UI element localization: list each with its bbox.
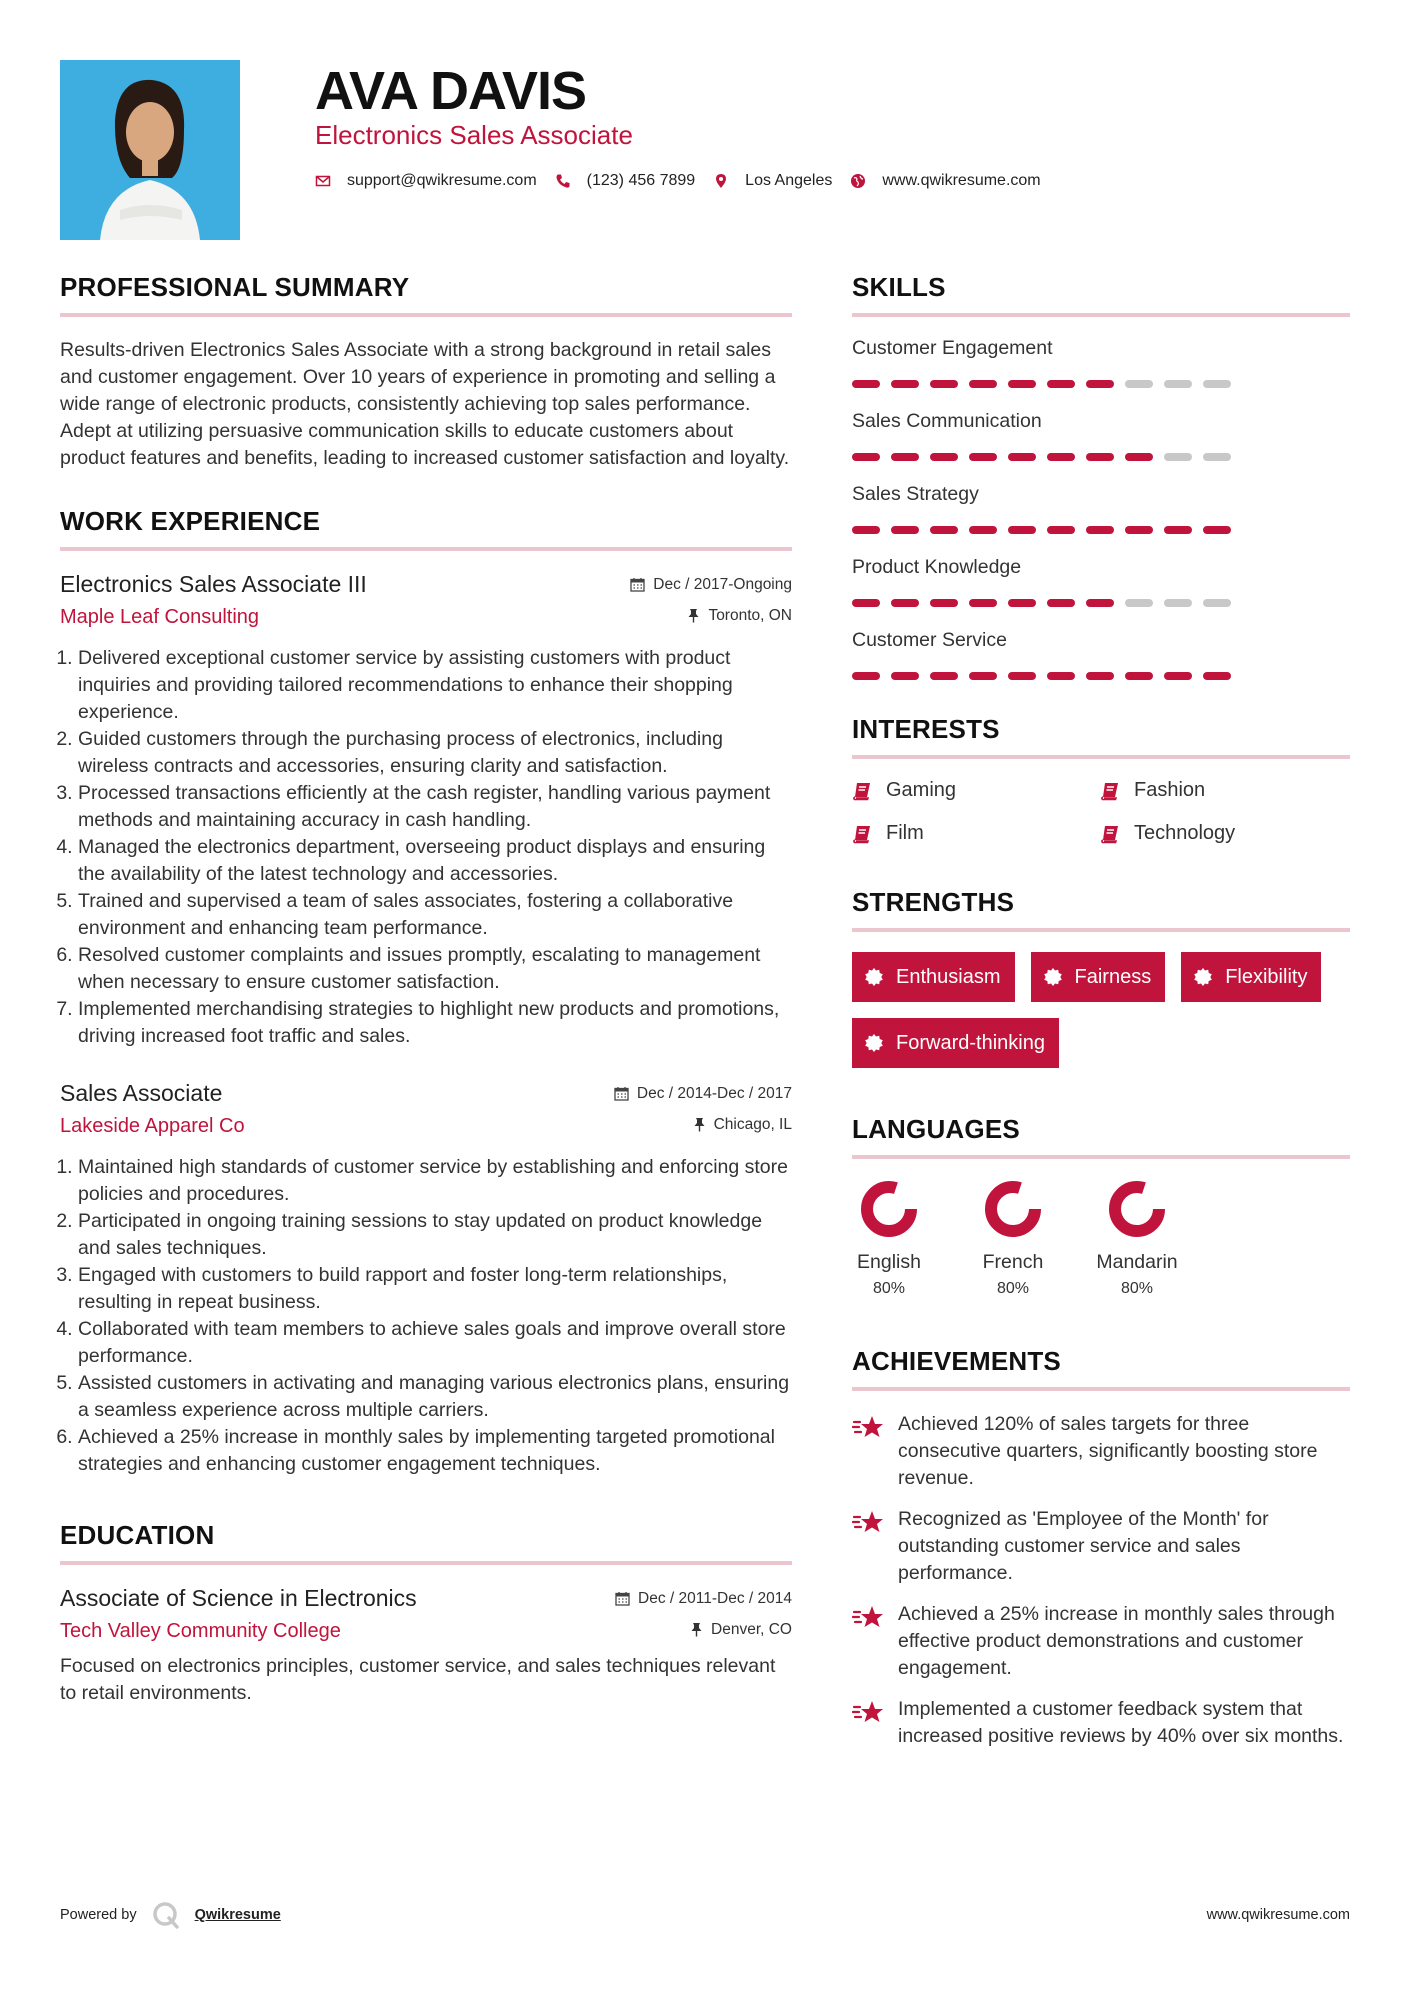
education-date-text: Dec / 2011-Dec / 2014 — [638, 1589, 792, 1607]
interest-label: Film — [886, 822, 924, 844]
skill-dot-filled — [1203, 672, 1231, 680]
interest-item — [1100, 822, 1348, 845]
strength-label: Forward-thinking — [896, 1031, 1045, 1054]
skill-dot-filled — [1125, 672, 1153, 680]
skill-dot-filled — [930, 453, 958, 461]
skill-dot-filled — [1047, 526, 1075, 534]
skill-dot-filled — [1086, 672, 1114, 680]
powered-by-text: Powered by — [60, 1907, 137, 1923]
globe-icon — [850, 173, 866, 189]
skill-item — [852, 410, 1350, 461]
skill-dot-filled — [1164, 672, 1192, 680]
strength-label: Flexibility — [1225, 965, 1308, 988]
list-item: 1. Maintained high standards of customer service by establishing and enforcing store policies and procedures. — [78, 1154, 792, 1208]
skill-level-bar — [852, 526, 1350, 534]
pushpin-icon — [693, 1117, 706, 1132]
contact-website[interactable] — [850, 172, 1040, 190]
skill-level-bar — [852, 380, 1350, 388]
section-divider — [852, 313, 1350, 317]
map-pin-icon — [713, 173, 729, 189]
skill-dot-filled — [969, 526, 997, 534]
section-divider — [852, 755, 1350, 759]
job-location — [693, 1116, 792, 1134]
strength-label: Fairness — [1074, 965, 1152, 988]
pushpin-icon — [687, 608, 700, 623]
strength-label: Enthusiasm — [896, 965, 1001, 988]
skill-dot-filled — [1086, 380, 1114, 388]
strength-badge — [1031, 952, 1166, 1002]
badge-icon — [1193, 967, 1213, 987]
interest-label: Technology — [1134, 822, 1236, 844]
skill-dot-filled — [930, 672, 958, 680]
skill-name: Sales Communication — [852, 410, 1042, 432]
language-name: French — [982, 1251, 1044, 1273]
education-description: Focused on electronics principles, customer service, and sales techniques relevant to retail environments. — [60, 1655, 776, 1704]
interest-label: Fashion — [1134, 779, 1206, 801]
list-item: 3. Engaged with customers to build rapport and foster long-term relationships, resulting in repeat business. — [78, 1262, 792, 1316]
languages-section — [852, 1114, 1350, 1298]
skill-dot-filled — [1047, 599, 1075, 607]
achievement-text: Recognized as 'Employee of the Month' for outstanding customer service and sales performance. — [898, 1508, 1269, 1584]
skill-dot-filled — [1047, 453, 1075, 461]
job-bullets — [60, 1154, 792, 1478]
skill-dot-filled — [1125, 453, 1153, 461]
section-divider — [852, 928, 1350, 932]
job-date — [630, 576, 792, 594]
list-item: 5. Assisted customers in activating and managing various electronics plans, ensuring a seamless experience across multiple carriers. — [78, 1370, 792, 1424]
star-award-icon — [852, 1698, 886, 1728]
list-item: 6. Resolved customer complaints and issues promptly, escalating to management when necessary to ensure customer satisfaction. — [78, 942, 792, 996]
section-title: LANGUAGES — [852, 1114, 1020, 1144]
job-entry — [60, 571, 792, 1050]
list-item: 7. Implemented merchandising strategies to highlight new products and promotions, driving increased foot traffic and sales. — [78, 996, 792, 1050]
skill-dot-filled — [852, 380, 880, 388]
achievement-item — [852, 1506, 1350, 1587]
language-name: Mandarin — [1096, 1251, 1178, 1273]
section-title: EDUCATION — [60, 1520, 215, 1550]
education-location — [690, 1621, 792, 1639]
skill-dot-empty — [1203, 453, 1231, 461]
language-percent: 80% — [1120, 1280, 1154, 1297]
interest-item — [1100, 779, 1348, 802]
email-text: support@qwikresume.com — [347, 172, 537, 189]
list-item: 4. Managed the electronics department, overseeing product displays and ensuring the availability of the latest technology and accessories. — [78, 834, 792, 888]
book-icon — [852, 781, 872, 801]
pushpin-icon — [690, 1622, 703, 1637]
achievement-text: Implemented a customer feedback system that increased positive reviews by 40% over six months. — [898, 1698, 1344, 1747]
job-bullets — [60, 645, 792, 1050]
job-date-text: Dec / 2017-Ongoing — [653, 575, 792, 593]
interest-item — [852, 822, 1100, 845]
skill-level-bar — [852, 453, 1350, 461]
job-location — [687, 607, 792, 625]
language-percent: 80% — [996, 1280, 1030, 1297]
section-title: STRENGTHS — [852, 887, 1015, 917]
skill-dot-filled — [1086, 453, 1114, 461]
skill-dot-filled — [891, 526, 919, 534]
achievement-text: Achieved 120% of sales targets for three consecutive quarters, significantly boosting store revenue. — [898, 1413, 1318, 1489]
skill-dot-filled — [891, 672, 919, 680]
calendar-icon — [614, 1086, 629, 1101]
book-icon — [1100, 824, 1120, 844]
section-title: ACHIEVEMENTS — [852, 1346, 1061, 1376]
skill-dot-filled — [1008, 599, 1036, 607]
skill-dot-filled — [852, 526, 880, 534]
degree-title: Associate of Science in Electronics — [60, 1585, 417, 1611]
footer-url[interactable]: www.qwikresume.com — [1206, 1907, 1350, 1923]
skill-dot-empty — [1203, 380, 1231, 388]
skill-dot-filled — [852, 453, 880, 461]
section-divider — [852, 1155, 1350, 1159]
interest-label: Gaming — [886, 779, 957, 801]
contact-location — [713, 172, 832, 190]
skill-dot-filled — [1125, 526, 1153, 534]
skill-name: Customer Service — [852, 629, 1007, 651]
job-location-text: Toronto, ON — [708, 606, 792, 624]
skill-dot-filled — [852, 599, 880, 607]
star-award-icon — [852, 1603, 886, 1633]
skill-dot-filled — [1086, 599, 1114, 607]
section-title: SKILLS — [852, 272, 946, 302]
skill-dot-filled — [1047, 380, 1075, 388]
section-title: PROFESSIONAL SUMMARY — [60, 272, 410, 302]
skill-dot-filled — [1008, 453, 1036, 461]
skill-level-bar — [852, 599, 1350, 607]
list-item: 3. Processed transactions efficiently at the cash register, handling various payment methods and maintaining accuracy in cash handling. — [78, 780, 792, 834]
skill-dot-filled — [930, 526, 958, 534]
skill-item — [852, 337, 1350, 388]
job-title: Electronics Sales Associate III — [60, 571, 367, 597]
skill-dot-filled — [891, 599, 919, 607]
education-date — [615, 1590, 792, 1608]
skill-dot-filled — [1047, 672, 1075, 680]
contact-bar — [315, 172, 1059, 190]
list-item: 6. Achieved a 25% increase in monthly sales by implementing targeted promotional strategies and enhancing customer engagement techniques. — [78, 1424, 792, 1478]
achievements-section — [852, 1346, 1350, 1750]
skill-dot-filled — [852, 672, 880, 680]
skill-item — [852, 629, 1350, 680]
skill-dot-empty — [1164, 380, 1192, 388]
language-ring-icon — [859, 1179, 919, 1239]
job-title: Sales Associate — [60, 1080, 223, 1106]
job-company: Lakeside Apparel Co — [60, 1115, 245, 1137]
skill-level-bar — [852, 672, 1350, 680]
qwikresume-logo-icon — [151, 1900, 181, 1930]
book-icon — [1100, 781, 1120, 801]
left-column — [60, 272, 792, 1707]
strength-badge — [852, 1018, 1059, 1068]
calendar-icon — [615, 1591, 630, 1606]
language-percent: 80% — [872, 1280, 906, 1297]
language-ring-icon — [983, 1179, 1043, 1239]
skill-dot-filled — [969, 453, 997, 461]
candidate-role: Electronics Sales Associate — [315, 120, 633, 150]
list-item: 2. Guided customers through the purchasing process of electronics, including wireless contracts and accessories, ensuring clarity and satisfaction. — [78, 726, 792, 780]
list-item: 4. Collaborated with team members to achieve sales goals and improve overall store performance. — [78, 1316, 792, 1370]
phone-text: (123) 456 7899 — [586, 172, 696, 189]
contact-email[interactable] — [315, 172, 537, 190]
achievement-item — [852, 1696, 1350, 1750]
achievement-text: Achieved a 25% increase in monthly sales through effective product demonstrations and customer engagement. — [898, 1603, 1335, 1679]
qwikresume-link[interactable]: Qwikresume — [194, 1907, 281, 1923]
star-award-icon — [852, 1508, 886, 1538]
badge-icon — [864, 1033, 884, 1053]
language-name: English — [857, 1251, 921, 1273]
skill-item — [852, 483, 1350, 534]
skill-dot-filled — [1203, 526, 1231, 534]
section-divider — [60, 1561, 792, 1565]
job-location-text: Chicago, IL — [713, 1115, 792, 1133]
right-column — [852, 272, 1350, 1764]
book-icon — [852, 824, 872, 844]
skill-dot-filled — [1164, 526, 1192, 534]
skill-name: Product Knowledge — [852, 556, 1022, 578]
language-item — [852, 1179, 926, 1298]
section-title: INTERESTS — [852, 714, 1000, 744]
achievement-item — [852, 1601, 1350, 1682]
summary-section — [60, 272, 792, 472]
badge-icon — [1043, 967, 1063, 987]
contact-phone[interactable] — [555, 172, 696, 190]
skill-dot-filled — [1086, 526, 1114, 534]
skill-dot-filled — [930, 599, 958, 607]
skill-dot-empty — [1125, 380, 1153, 388]
skill-dot-filled — [1008, 526, 1036, 534]
skill-name: Customer Engagement — [852, 337, 1053, 359]
calendar-icon — [630, 577, 645, 592]
skill-dot-filled — [1008, 672, 1036, 680]
list-item: 1. Delivered exceptional customer service by assisting customers with product inquiries and providing tailored recommendations to enhance their shopping experience. — [78, 645, 792, 726]
skill-dot-empty — [1203, 599, 1231, 607]
interest-item — [852, 779, 1100, 802]
skill-dot-empty — [1164, 599, 1192, 607]
section-divider — [852, 1387, 1350, 1391]
candidate-name: AVA DAVIS — [315, 61, 587, 121]
strength-badge — [852, 952, 1015, 1002]
education-section — [60, 1520, 792, 1707]
job-entry — [60, 1080, 792, 1478]
skills-section — [852, 272, 1350, 680]
skill-dot-empty — [1164, 453, 1192, 461]
list-item: 5. Trained and supervised a team of sales associates, fostering a collaborative environment and enhancing team performance. — [78, 888, 792, 942]
job-date-text: Dec / 2014-Dec / 2017 — [636, 1084, 792, 1102]
skill-dot-empty — [1125, 599, 1153, 607]
skill-dot-filled — [969, 599, 997, 607]
achievement-item — [852, 1411, 1350, 1492]
section-divider — [60, 547, 792, 551]
star-award-icon — [852, 1413, 886, 1443]
list-item: 2. Participated in ongoing training sessions to stay updated on product knowledge and sales techniques. — [78, 1208, 792, 1262]
skill-dot-filled — [969, 672, 997, 680]
skill-dot-filled — [930, 380, 958, 388]
footer-powered-by — [60, 1900, 281, 1930]
profile-photo — [60, 60, 240, 240]
section-title: WORK EXPERIENCE — [60, 506, 321, 536]
experience-section — [60, 506, 792, 1478]
skill-dot-filled — [969, 380, 997, 388]
strengths-section — [852, 887, 1350, 1084]
summary-text: Results-driven Electronics Sales Associate with a strong background in retail sales and customer engagement. Over 10 years of experience in promoting and selling a wide range of electronic products, consistently achieving top sales performance. Adept at utilizing persuasive communication skills to educate customers about product features and benefits, leading to increased customer satisfaction and loyalty. — [60, 339, 790, 469]
envelope-icon — [315, 173, 331, 189]
skill-name: Sales Strategy — [852, 483, 979, 505]
skill-dot-filled — [891, 453, 919, 461]
language-item — [976, 1179, 1050, 1298]
strength-badge — [1181, 952, 1321, 1002]
section-divider — [60, 313, 792, 317]
badge-icon — [864, 967, 884, 987]
skill-dot-filled — [891, 380, 919, 388]
language-ring-icon — [1107, 1179, 1167, 1239]
interests-section — [852, 714, 1350, 845]
skill-item — [852, 556, 1350, 607]
education-location-text: Denver, CO — [711, 1620, 792, 1638]
phone-icon — [555, 173, 571, 189]
website-text: www.qwikresume.com — [882, 172, 1041, 189]
location-text: Los Angeles — [745, 172, 833, 189]
school-name: Tech Valley Community College — [60, 1620, 341, 1642]
job-company: Maple Leaf Consulting — [60, 606, 260, 628]
skill-dot-filled — [1008, 380, 1036, 388]
language-item — [1096, 1179, 1178, 1298]
job-date — [614, 1085, 792, 1103]
